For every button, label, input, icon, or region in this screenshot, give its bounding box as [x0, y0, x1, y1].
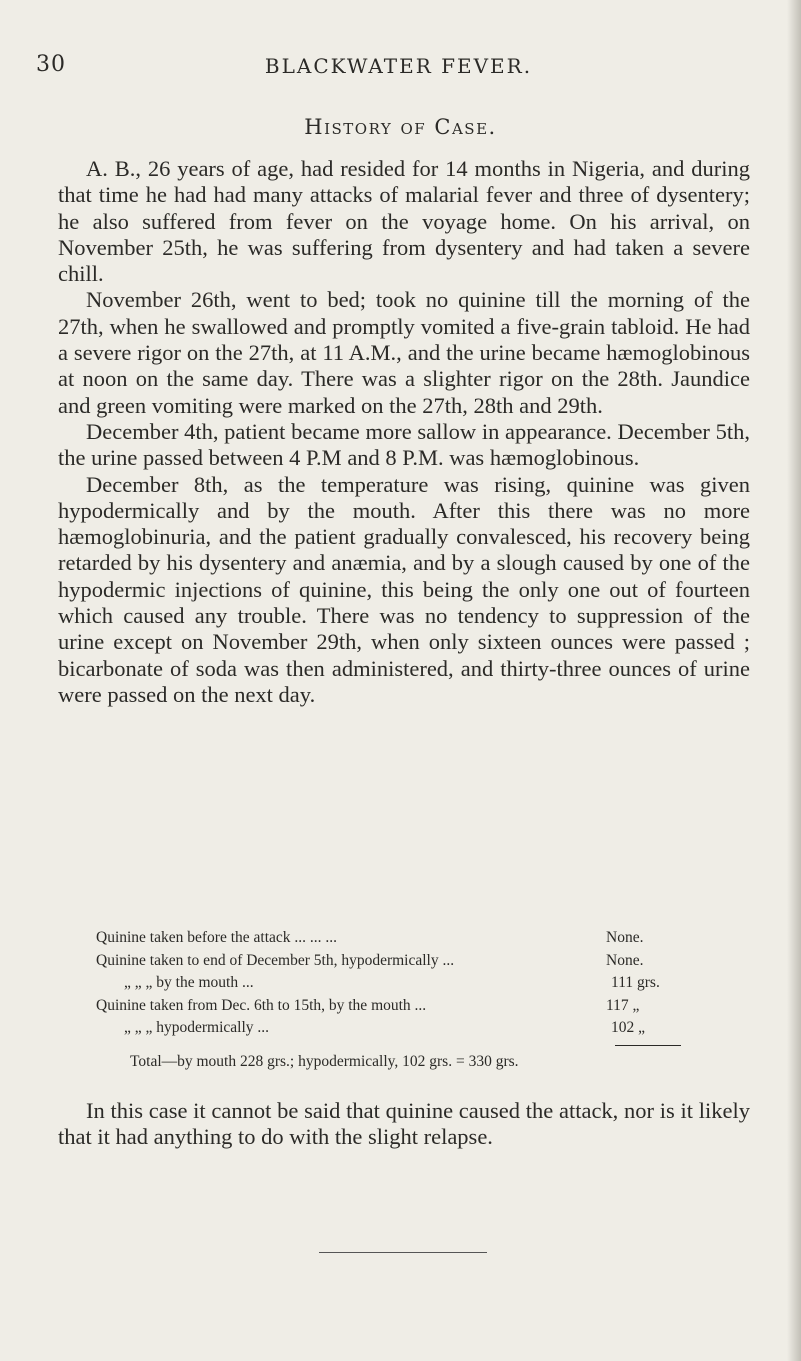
page-number: 30	[36, 52, 66, 77]
quinine-table	[96, 927, 718, 1040]
table-row-value: None.	[606, 951, 644, 969]
paragraph: A. B., 26 years of age, had resided for 14 months in Nigeria, and during that time he had had many attacks of malarial fever and three of dysentery; he also suffered from fever on the voyage home. On his arrival, on November 25th, he was suffering from dysentery and had taken a severe chill.	[58, 156, 750, 287]
end-divider	[319, 1252, 487, 1253]
section-title: History of Case.	[304, 115, 497, 139]
paragraph: December 8th, as the temperature was rising, quinine was given hypodermically and by the mouth. After this there was no more hæmoglobinuria, and the patient gradually convalesced, his recovery being retarded by his dysentery and anæmia, and by a slough caused by one of the hypodermic injections of quinine, this being the only one out of fourteen which caused any trouble. There was no tendency to suppression of the urine except on November 29th, when only sixteen ounces were passed ; bicarbonate of soda was then administered, and thirty-three ounces of urine were passed on the next day.	[58, 471, 750, 707]
table-row	[96, 1017, 718, 1040]
running-head: BLACKWATER FEVER.	[264, 54, 533, 78]
paragraph: December 4th, patient became more sallow in appearance. December 5th, the urine passed between 4 P.M and 8 P.M. was hæmoglobinous.	[58, 418, 750, 471]
table-row-label: Quinine taken before the attack ... ... ...	[96, 929, 338, 946]
paragraph: November 26th, went to bed; took no quinine till the morning of the 27th, when he swallowed and promptly vomited a five-grain tabloid. He had a severe rigor on the 27th, at 11 A.M., and the urine became hæmoglobinous at noon on the same day. There was a slighter rigor on the 28th. Jaundice and green vomiting were marked on the 27th, 28th and 29th.	[58, 287, 750, 418]
table-row	[96, 927, 718, 950]
closing-paragraph: In this case it cannot be said that quinine caused the attack, nor is it likely that it had anything to do with the slight relapse.	[58, 1098, 750, 1150]
table-row-label: Quinine taken to end of December 5th, hypodermically ...	[96, 951, 455, 969]
table-row-value: 102 „	[611, 1019, 646, 1036]
table-row	[96, 972, 718, 995]
table-row-label: „ „ „ by the mouth ...	[124, 974, 254, 991]
page-header	[36, 52, 761, 82]
table-row	[96, 950, 718, 973]
total-line: Total—by mouth 228 grs.; hypodermically, 102 grs. = 330 grs.	[130, 1053, 519, 1070]
table-row-label: „ „ „ hypodermically ...	[124, 1019, 270, 1036]
table-row-value: 117 „	[606, 996, 640, 1014]
table-row	[96, 995, 718, 1018]
table-row-value: 111 grs.	[611, 974, 660, 991]
table-row-value: None.	[606, 929, 644, 946]
table-row-label: Quinine taken from Dec. 6th to 15th, by the mouth ...	[96, 996, 427, 1014]
page-edge-shadow	[787, 0, 801, 1361]
case-history-body	[58, 156, 750, 708]
closing-section	[58, 1098, 750, 1151]
sum-rule	[615, 1045, 681, 1046]
